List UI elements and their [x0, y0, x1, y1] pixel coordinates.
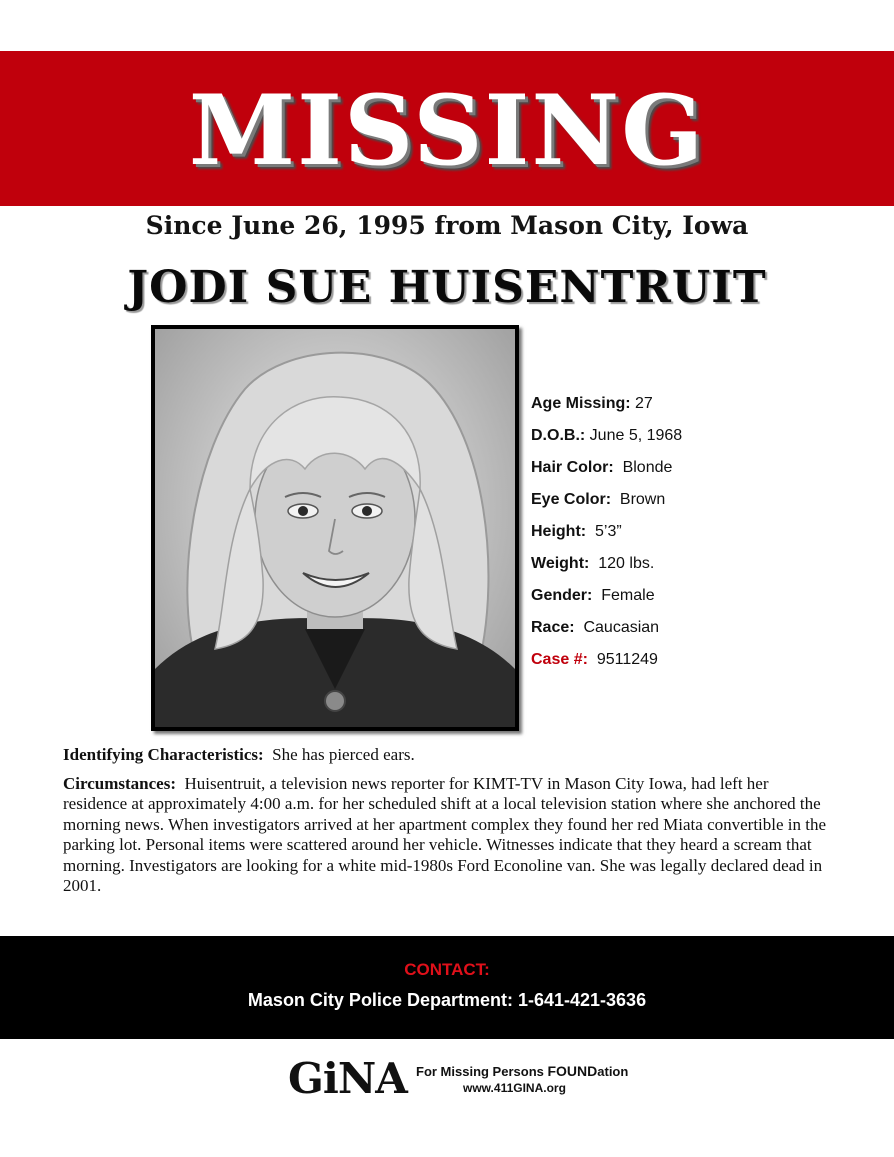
detail-gender — [531, 580, 871, 612]
contact-title: CONTACT: — [404, 960, 490, 979]
detail-value: Female — [601, 587, 655, 604]
gina-logo: GiNA — [288, 1054, 407, 1103]
detail-value: June 5, 1968 — [589, 427, 683, 444]
case-label: Case #: — [531, 651, 588, 668]
footer — [288, 1056, 628, 1102]
detail-value: Blonde — [622, 459, 673, 476]
detail-label: Hair Color: — [531, 459, 614, 476]
case-value: 9511249 — [596, 651, 658, 668]
contact-bar — [0, 936, 894, 1039]
missing-banner — [0, 51, 894, 206]
person-photo — [151, 325, 519, 731]
identifying-label: Identifying Characteristics: — [63, 745, 264, 764]
detail-height — [531, 516, 871, 548]
detail-label: Eye Color: — [531, 491, 612, 508]
person-name: JODI SUE HUISENTRUIT — [127, 262, 767, 313]
detail-label: Age Missing: — [531, 395, 631, 412]
banner-title: MISSING — [188, 73, 706, 187]
detail-dob — [531, 420, 871, 452]
identifying-text: She has pierced ears. — [272, 745, 415, 764]
detail-label: Height: — [531, 523, 587, 540]
detail-value: 27 — [635, 395, 653, 412]
identifying-characteristics — [63, 745, 833, 766]
detail-value: 120 lbs. — [598, 555, 655, 572]
detail-eye — [531, 484, 871, 516]
detail-weight — [531, 548, 871, 580]
tagline-bold: FOUND — [547, 1063, 598, 1079]
detail-race — [531, 612, 871, 644]
tagline-prefix: For Missing Persons — [416, 1064, 548, 1079]
detail-value: Caucasian — [583, 619, 660, 636]
circumstances-text: Huisentruit, a television news reporter for KIMT-TV in Mason City Iowa, had left her residence at approximately 4:00 a.m. for her scheduled shift at a local television station where she anchored the morning news. When investigators arrived at her apartment complex they found her red Miata convertible in the parking lot. Personal items were scattered around her vehicle. Witnesses indicate that they heard a scream that morning. Investigators are looking for a white mid-1980s Ford Econoline van. She was legally declared dead in 2001. — [63, 773, 827, 895]
circumstances — [63, 774, 833, 897]
missing-since: Since June 26, 1995 from Mason City, Iowa — [145, 211, 749, 240]
detail-hair — [531, 452, 871, 484]
contact-phone: Mason City Police Department: 1-641-421-3636 — [247, 990, 647, 1010]
gina-url[interactable]: www.411GINA.org — [463, 1081, 566, 1095]
detail-label: Gender: — [531, 587, 593, 604]
details-list — [531, 388, 871, 676]
detail-label: Race: — [531, 619, 575, 636]
tagline-suffix: ation — [597, 1064, 629, 1079]
detail-value: 5’3” — [595, 523, 622, 540]
detail-value: Brown — [619, 491, 666, 508]
gina-tagline — [416, 1063, 628, 1079]
description — [63, 745, 833, 905]
portrait-image — [155, 329, 515, 727]
detail-label: D.O.B.: — [531, 427, 586, 444]
detail-case — [531, 644, 871, 676]
detail-age — [531, 388, 871, 420]
detail-label: Weight: — [531, 555, 590, 572]
circumstances-label: Circumstances: — [63, 773, 176, 793]
